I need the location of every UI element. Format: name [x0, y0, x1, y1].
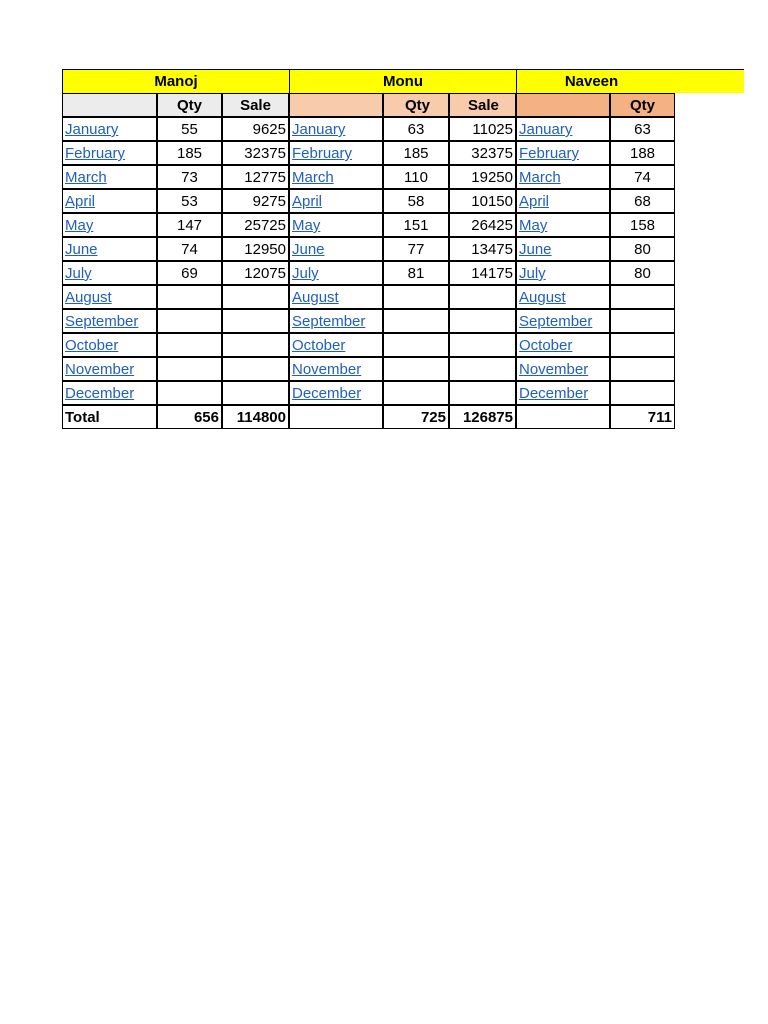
naveen-qty-cell[interactable]: 80: [610, 261, 675, 285]
monu-sale-cell[interactable]: [449, 381, 516, 405]
manoj-qty-cell[interactable]: 55: [157, 117, 222, 141]
total-naveen-qty[interactable]: 711: [610, 405, 675, 429]
monu-sale-cell[interactable]: [449, 357, 516, 381]
manoj-qty-cell[interactable]: 53: [157, 189, 222, 213]
monu-month-cell[interactable]: November: [289, 357, 383, 381]
naveen-qty-cell[interactable]: 68: [610, 189, 675, 213]
monu-month-cell[interactable]: February: [289, 141, 383, 165]
manoj-qty-cell[interactable]: 147: [157, 213, 222, 237]
table-row: [62, 261, 675, 285]
naveen-qty-cell[interactable]: 80: [610, 237, 675, 261]
manoj-sale-cell[interactable]: 9625: [222, 117, 289, 141]
table-row: [62, 309, 675, 333]
manoj-sale-cell[interactable]: 32375: [222, 141, 289, 165]
manoj-sale-header[interactable]: Sale: [222, 93, 289, 117]
monu-sale-cell[interactable]: 13475: [449, 237, 516, 261]
person-header-monu[interactable]: Monu: [289, 69, 516, 93]
manoj-month-cell[interactable]: March: [62, 165, 157, 189]
monu-qty-cell[interactable]: 58: [383, 189, 449, 213]
manoj-qty-cell[interactable]: [157, 309, 222, 333]
total-manoj-sale[interactable]: 114800: [222, 405, 289, 429]
monu-qty-cell[interactable]: 110: [383, 165, 449, 189]
monu-month-cell[interactable]: July: [289, 261, 383, 285]
monu-sale-cell[interactable]: [449, 333, 516, 357]
naveen-month-cell[interactable]: October: [516, 333, 610, 357]
naveen-qty-header[interactable]: Qty: [610, 93, 675, 117]
total-monu-sale[interactable]: 126875: [449, 405, 516, 429]
monu-month-cell[interactable]: August: [289, 285, 383, 309]
table-row: [62, 141, 675, 165]
manoj-month-cell[interactable]: November: [62, 357, 157, 381]
naveen-qty-cell[interactable]: [610, 285, 675, 309]
manoj-month-cell[interactable]: September: [62, 309, 157, 333]
table-row: [62, 381, 675, 405]
table-row: [62, 237, 675, 261]
monu-qty-header[interactable]: Qty: [383, 93, 449, 117]
monu-month-cell[interactable]: September: [289, 309, 383, 333]
monu-sale-cell[interactable]: [449, 285, 516, 309]
naveen-qty-cell[interactable]: [610, 333, 675, 357]
monu-qty-cell[interactable]: [383, 333, 449, 357]
manoj-sale-cell[interactable]: 9275: [222, 189, 289, 213]
total-monu-month[interactable]: [289, 405, 383, 429]
monu-month-cell[interactable]: April: [289, 189, 383, 213]
manoj-sale-cell[interactable]: 12775: [222, 165, 289, 189]
manoj-month-cell[interactable]: July: [62, 261, 157, 285]
monu-month-cell[interactable]: January: [289, 117, 383, 141]
naveen-month-cell[interactable]: August: [516, 285, 610, 309]
naveen-month-header[interactable]: [516, 93, 610, 117]
naveen-qty-cell[interactable]: [610, 309, 675, 333]
manoj-sale-cell[interactable]: [222, 381, 289, 405]
total-manoj-qty[interactable]: 656: [157, 405, 222, 429]
table-row: [62, 165, 675, 189]
monu-month-cell[interactable]: June: [289, 237, 383, 261]
monu-sale-cell[interactable]: 14175: [449, 261, 516, 285]
naveen-qty-cell[interactable]: 63: [610, 117, 675, 141]
monu-month-cell[interactable]: October: [289, 333, 383, 357]
manoj-month-cell[interactable]: June: [62, 237, 157, 261]
manoj-month-cell[interactable]: August: [62, 285, 157, 309]
total-monu-qty[interactable]: 725: [383, 405, 449, 429]
naveen-qty-cell[interactable]: [610, 357, 675, 381]
total-row: [62, 405, 675, 429]
manoj-sale-cell[interactable]: [222, 357, 289, 381]
manoj-month-cell[interactable]: December: [62, 381, 157, 405]
naveen-month-cell[interactable]: March: [516, 165, 610, 189]
naveen-month-cell[interactable]: December: [516, 381, 610, 405]
monu-sale-cell[interactable]: 10150: [449, 189, 516, 213]
monu-sale-cell[interactable]: 19250: [449, 165, 516, 189]
manoj-qty-cell[interactable]: 73: [157, 165, 222, 189]
manoj-qty-cell[interactable]: 74: [157, 237, 222, 261]
manoj-qty-header[interactable]: Qty: [157, 93, 222, 117]
monu-sale-cell[interactable]: [449, 309, 516, 333]
table-row: [62, 117, 675, 141]
manoj-sale-cell[interactable]: 12950: [222, 237, 289, 261]
table-row: [62, 357, 675, 381]
manoj-month-cell[interactable]: January: [62, 117, 157, 141]
monu-qty-cell[interactable]: 63: [383, 117, 449, 141]
monu-sale-cell[interactable]: 26425: [449, 213, 516, 237]
naveen-qty-cell[interactable]: 188: [610, 141, 675, 165]
monu-qty-cell[interactable]: 185: [383, 141, 449, 165]
total-label[interactable]: Total: [62, 405, 157, 429]
naveen-month-cell[interactable]: November: [516, 357, 610, 381]
table-row: [62, 213, 675, 237]
manoj-month-header[interactable]: [62, 93, 157, 117]
naveen-qty-cell[interactable]: [610, 381, 675, 405]
manoj-month-cell[interactable]: May: [62, 213, 157, 237]
column-header-row: [62, 93, 675, 117]
monu-month-cell[interactable]: May: [289, 213, 383, 237]
naveen-month-cell[interactable]: January: [516, 117, 610, 141]
table-row: [62, 333, 675, 357]
manoj-sale-cell[interactable]: [222, 285, 289, 309]
naveen-month-cell[interactable]: September: [516, 309, 610, 333]
monu-qty-cell[interactable]: [383, 309, 449, 333]
monu-sale-cell[interactable]: 32375: [449, 141, 516, 165]
naveen-month-cell[interactable]: July: [516, 261, 610, 285]
monu-month-cell[interactable]: December: [289, 381, 383, 405]
naveen-month-cell[interactable]: February: [516, 141, 610, 165]
monu-qty-cell[interactable]: [383, 357, 449, 381]
naveen-qty-cell[interactable]: 158: [610, 213, 675, 237]
total-naveen-month[interactable]: [516, 405, 610, 429]
manoj-month-cell[interactable]: October: [62, 333, 157, 357]
manoj-sale-cell[interactable]: [222, 309, 289, 333]
manoj-qty-cell[interactable]: 185: [157, 141, 222, 165]
monu-month-cell[interactable]: March: [289, 165, 383, 189]
naveen-month-cell[interactable]: May: [516, 213, 610, 237]
monu-qty-cell[interactable]: 81: [383, 261, 449, 285]
naveen-month-cell[interactable]: June: [516, 237, 610, 261]
monu-qty-cell[interactable]: [383, 381, 449, 405]
monu-qty-cell[interactable]: [383, 285, 449, 309]
naveen-qty-cell[interactable]: 74: [610, 165, 675, 189]
manoj-sale-cell[interactable]: 12075: [222, 261, 289, 285]
manoj-qty-cell[interactable]: [157, 381, 222, 405]
monu-month-header[interactable]: [289, 93, 383, 117]
manoj-month-cell[interactable]: February: [62, 141, 157, 165]
person-header-row: [62, 69, 744, 93]
manoj-sale-cell[interactable]: 25725: [222, 213, 289, 237]
manoj-qty-cell[interactable]: [157, 333, 222, 357]
monu-sale-header[interactable]: Sale: [449, 93, 516, 117]
table-row: [62, 285, 675, 309]
naveen-month-cell[interactable]: April: [516, 189, 610, 213]
manoj-month-cell[interactable]: April: [62, 189, 157, 213]
manoj-qty-cell[interactable]: [157, 357, 222, 381]
person-header-manoj[interactable]: Manoj: [62, 69, 289, 93]
monu-qty-cell[interactable]: 77: [383, 237, 449, 261]
monu-sale-cell[interactable]: 11025: [449, 117, 516, 141]
manoj-qty-cell[interactable]: 69: [157, 261, 222, 285]
person-header-naveen[interactable]: Naveen: [516, 69, 744, 93]
table-row: [62, 189, 675, 213]
monu-qty-cell[interactable]: 151: [383, 213, 449, 237]
manoj-sale-cell[interactable]: [222, 333, 289, 357]
manoj-qty-cell[interactable]: [157, 285, 222, 309]
